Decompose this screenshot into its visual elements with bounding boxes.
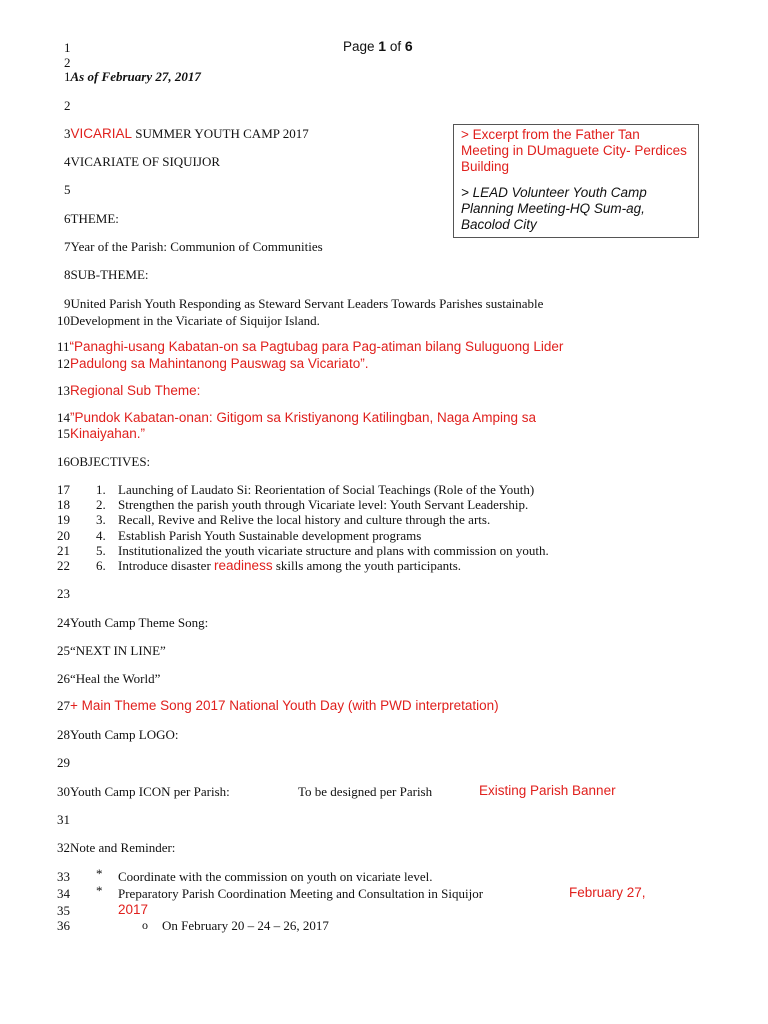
line-number: 22 [57, 558, 70, 573]
page-number: 1 [378, 38, 387, 54]
objective-text [118, 543, 549, 559]
line-number: 34 [57, 886, 70, 901]
line-number: 2 [64, 98, 71, 113]
song-line-3 [57, 698, 499, 714]
objective-text-main: Establish Parish Youth Sustainable development programs [118, 528, 422, 543]
song-title: “Heal the World” [70, 671, 161, 686]
page-indicator [343, 38, 413, 54]
line-number: 18 [57, 497, 70, 512]
subtheme-heading: SUB-THEME: [70, 267, 149, 282]
icon-banner-text: Existing Parish Banner [479, 783, 616, 798]
objective-number: 5. [96, 543, 106, 558]
page-total: 6 [404, 38, 413, 54]
line-number: 20 [57, 528, 70, 543]
line-number: 32 [57, 840, 70, 855]
song-line-1 [57, 643, 166, 659]
song-title: + Main Theme Song 2017 National Youth Day (with PWD interpretation) [70, 698, 499, 713]
cebuano-theme-text: Padulong sa Mahintanong Pauswag sa Vicariato”. [70, 356, 369, 371]
line-number: 28 [57, 727, 70, 742]
theme-heading-line [64, 211, 119, 227]
objective-number: 6. [96, 558, 106, 573]
bullet-asterisk: * [96, 866, 103, 881]
line-number: 11 [57, 339, 70, 354]
regional-heading-line [57, 383, 200, 399]
of-word: of [389, 39, 402, 54]
vicariate-name: VICARIATE OF SIQUIJOR [70, 154, 221, 169]
line-number: 19 [57, 512, 70, 527]
line-number: 30 [57, 784, 70, 799]
line-number: 7 [64, 239, 71, 254]
callout-line-1: > Excerpt from the Father Tan Meeting in DUmaguete City- Perdices Building [461, 127, 687, 174]
objective-text [118, 482, 534, 498]
objective-text [118, 558, 461, 574]
subtheme-text: Development in the Vicariate of Siquijor Island. [70, 313, 320, 328]
line-number: 35 [57, 903, 70, 918]
page-word: Page [343, 39, 375, 54]
objective-text-main: Strengthen the parish youth through Vicariate level: Youth Servant Leadership. [118, 497, 529, 512]
note-date-part-2: 2017 [118, 902, 149, 917]
note-item-2: Preparatory Parish Coordination Meeting and Consultation in Siquijor [118, 886, 484, 901]
line-number: 12 [57, 356, 70, 371]
objectives-heading-line [57, 454, 150, 470]
objective-text [118, 512, 490, 528]
cebuano-theme-line-2 [57, 356, 368, 372]
line-number: 15 [57, 426, 70, 441]
line-number: 31 [57, 812, 70, 827]
song-line-2 [57, 671, 160, 687]
note-heading: Note and Reminder: [70, 840, 176, 855]
line-number: 21 [57, 543, 70, 558]
objective-number: 3. [96, 512, 106, 527]
line-number: 1 [64, 69, 71, 84]
icon-line [57, 784, 230, 800]
cebuano-theme-line-1 [57, 339, 563, 355]
objective-text-highlight: readiness [214, 558, 273, 573]
line-number: 17 [57, 482, 70, 497]
vicarial-word: VICARIAL [70, 126, 133, 141]
regional-text-line-2 [57, 426, 145, 442]
song-heading-line [57, 615, 208, 631]
line-number: 2 [64, 55, 71, 70]
camp-title: SUMMER YOUTH CAMP 2017 [132, 126, 309, 141]
objectives-heading: OBJECTIVES: [70, 454, 151, 469]
objective-text [118, 528, 421, 544]
regional-text: ”Pundok Kabatan-onan: Gitigom sa Kristiyanong Katilingban, Naga Amping sa [70, 410, 537, 425]
line-number: 6 [64, 211, 71, 226]
line-number: 9 [64, 296, 71, 311]
line-number: 8 [64, 267, 71, 282]
bullet-asterisk: * [96, 883, 103, 898]
camp-title-line [64, 126, 309, 142]
regional-text-line-1 [57, 410, 536, 426]
objective-number: 1. [96, 482, 106, 497]
objective-text-main: Recall, Revive and Relive the local history and culture through the arts. [118, 512, 491, 527]
note-heading-line [57, 840, 175, 856]
date-line [64, 69, 201, 85]
note-subitem: On February 20 – 24 – 26, 2017 [162, 918, 329, 933]
note-item-1: Coordinate with the commission on youth on vicariate level. [118, 869, 433, 884]
line-number: 4 [64, 154, 71, 169]
line-number: 23 [57, 586, 70, 601]
line-number: 16 [57, 454, 70, 469]
objective-text-main: Launching of Laudato Si: Reorientation of Social Teachings (Role of the Youth) [118, 482, 535, 497]
regional-text: Kinaiyahan.” [70, 426, 146, 441]
objective-text-main: Institutionalized the youth vicariate structure and plans with commission on youth. [118, 543, 549, 558]
objective-number: 4. [96, 528, 106, 543]
subtheme-heading-line [64, 267, 149, 283]
subtheme-text-line-1 [64, 296, 543, 312]
as-of-date: As of February 27, 2017 [70, 69, 201, 84]
line-number: 14 [57, 410, 70, 425]
icon-design-text: To be designed per Parish [298, 784, 433, 799]
comment-callout-box [453, 124, 699, 238]
line-number: 33 [57, 869, 70, 884]
line-number: 26 [57, 671, 70, 686]
subtheme-text-line-2 [57, 313, 320, 329]
vicariate-line [64, 154, 220, 170]
theme-heading: THEME: [70, 211, 119, 226]
line-number: 3 [64, 126, 71, 141]
objective-text-main: Introduce disaster [118, 558, 215, 573]
line-number: 1 [64, 40, 71, 55]
logo-line [57, 727, 178, 743]
theme-text: Year of the Parish: Communion of Communities [70, 239, 323, 254]
regional-heading: Regional Sub Theme: [70, 383, 201, 398]
objective-text [118, 497, 528, 513]
icon-heading: Youth Camp ICON per Parish: [70, 784, 230, 799]
line-number: 36 [57, 918, 70, 933]
song-title: “NEXT IN LINE” [70, 643, 166, 658]
line-number: 25 [57, 643, 70, 658]
line-number: 13 [57, 383, 70, 398]
objective-number: 2. [96, 497, 106, 512]
objective-text-rest: skills among the youth participants. [272, 558, 462, 573]
song-heading: Youth Camp Theme Song: [70, 615, 209, 630]
callout-line-2: > LEAD Volunteer Youth Camp Planning Meeting-HQ Sum-ag, Bacolod City [461, 185, 647, 232]
subtheme-text: United Parish Youth Responding as Steward Servant Leaders Towards Parishes sustainable [70, 296, 544, 311]
line-number: 29 [57, 755, 70, 770]
line-number: 5 [64, 182, 71, 197]
logo-heading: Youth Camp LOGO: [70, 727, 179, 742]
bullet-circle: o [142, 918, 148, 932]
line-number: 27 [57, 698, 70, 713]
theme-text-line [64, 239, 323, 255]
line-number: 24 [57, 615, 70, 630]
line-number: 10 [57, 313, 70, 328]
cebuano-theme-text: “Panaghi-usang Kabatan-on sa Pagtubag para Pag-atiman bilang Suluguong Lider [69, 339, 564, 354]
note-date-part-1: February 27, [569, 885, 646, 900]
